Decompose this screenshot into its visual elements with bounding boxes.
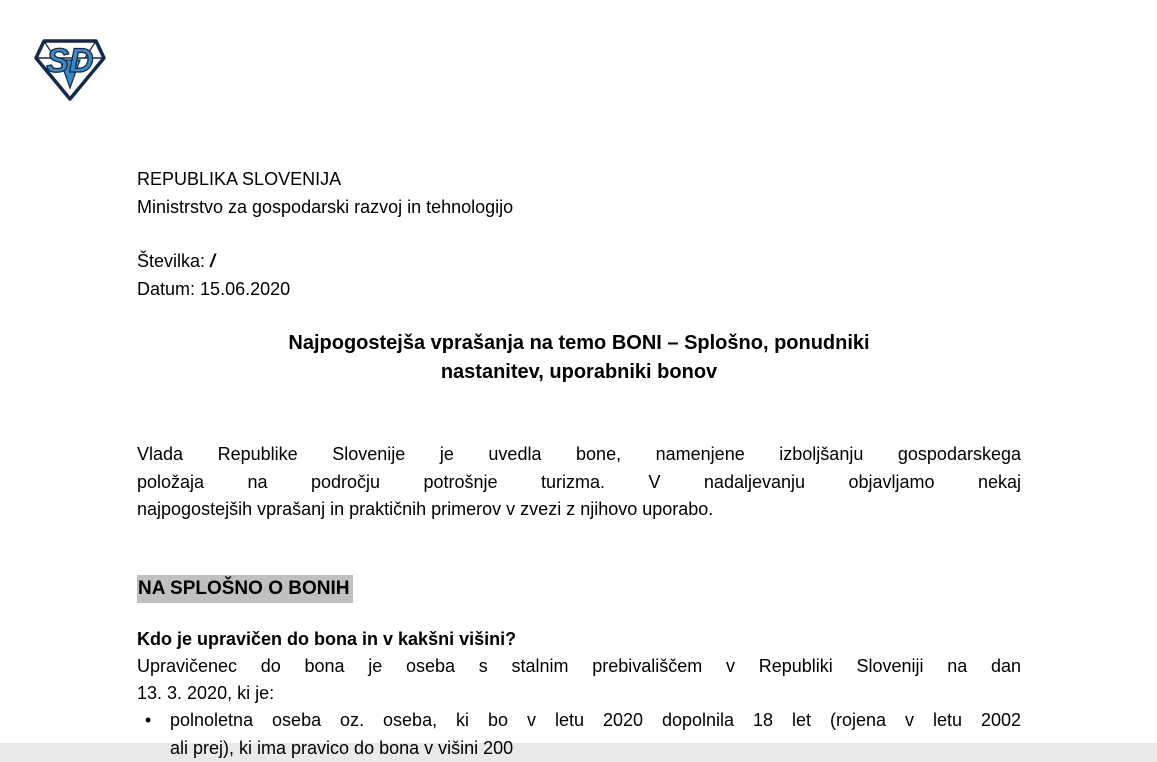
intro-line: najpogostejših vprašanj in praktičnih primerov v zvezi z njihovo uporabo. [137,496,1021,524]
intro-paragraph [137,441,1021,524]
number-value: / [210,251,215,271]
bullet-line: polnoletna oseba oz. oseba, ki bo v letu 2020 dopolnila 18 let (rojena v letu 2002 [170,707,1021,735]
bullet-list [137,707,1021,762]
title-line-1: Najpogostejša vprašanja na temo BONI – Splošno, ponudniki [137,329,1021,358]
title-line-2: nastanitev, uporabniki bonov [137,358,1021,387]
intro-line: Vlada Republike Slovenije je uvedla bone, namenjene izboljšanju gospodarskega [137,441,1021,469]
bullet-line: ali prej), ki ima pravico do bona v višini 200 [170,735,1021,762]
document-meta [137,248,1021,303]
bullet-marker: • [145,707,151,735]
intro-line: položaja na področju potrošnje turizma. V nadaljevanju objavljamo nekaj [137,469,1021,497]
date-value: 15.06.2020 [200,279,290,299]
date-label: Datum: [137,279,195,299]
ministry-name: Ministrstvo za gospodarski razvoj in tehnologijo [137,194,1021,222]
sd-diamond-logo-icon [34,38,106,102]
faq-answer [137,653,1021,707]
text-column [137,0,1021,743]
letterhead [137,166,1021,221]
answer-line: Upravičenec do bona je oseba s stalnim prebivališčem v Republiki Sloveniji na dan [137,653,1021,680]
document-number-line [137,248,1021,276]
logo-letters: SD [46,42,93,80]
list-item [137,707,1021,762]
number-label: Številka: [137,251,205,271]
section-heading [137,575,1021,603]
answer-line: 13. 3. 2020, ki je: [137,680,1021,707]
country-name: REPUBLIKA SLOVENIJA [137,166,1021,194]
document-date-line [137,276,1021,304]
section-heading-highlight: NA SPLOŠNO O BONIH [137,575,353,603]
document-title [137,329,1021,387]
faq-question: Kdo je upravičen do bona in v kakšni višini? [137,626,1021,654]
